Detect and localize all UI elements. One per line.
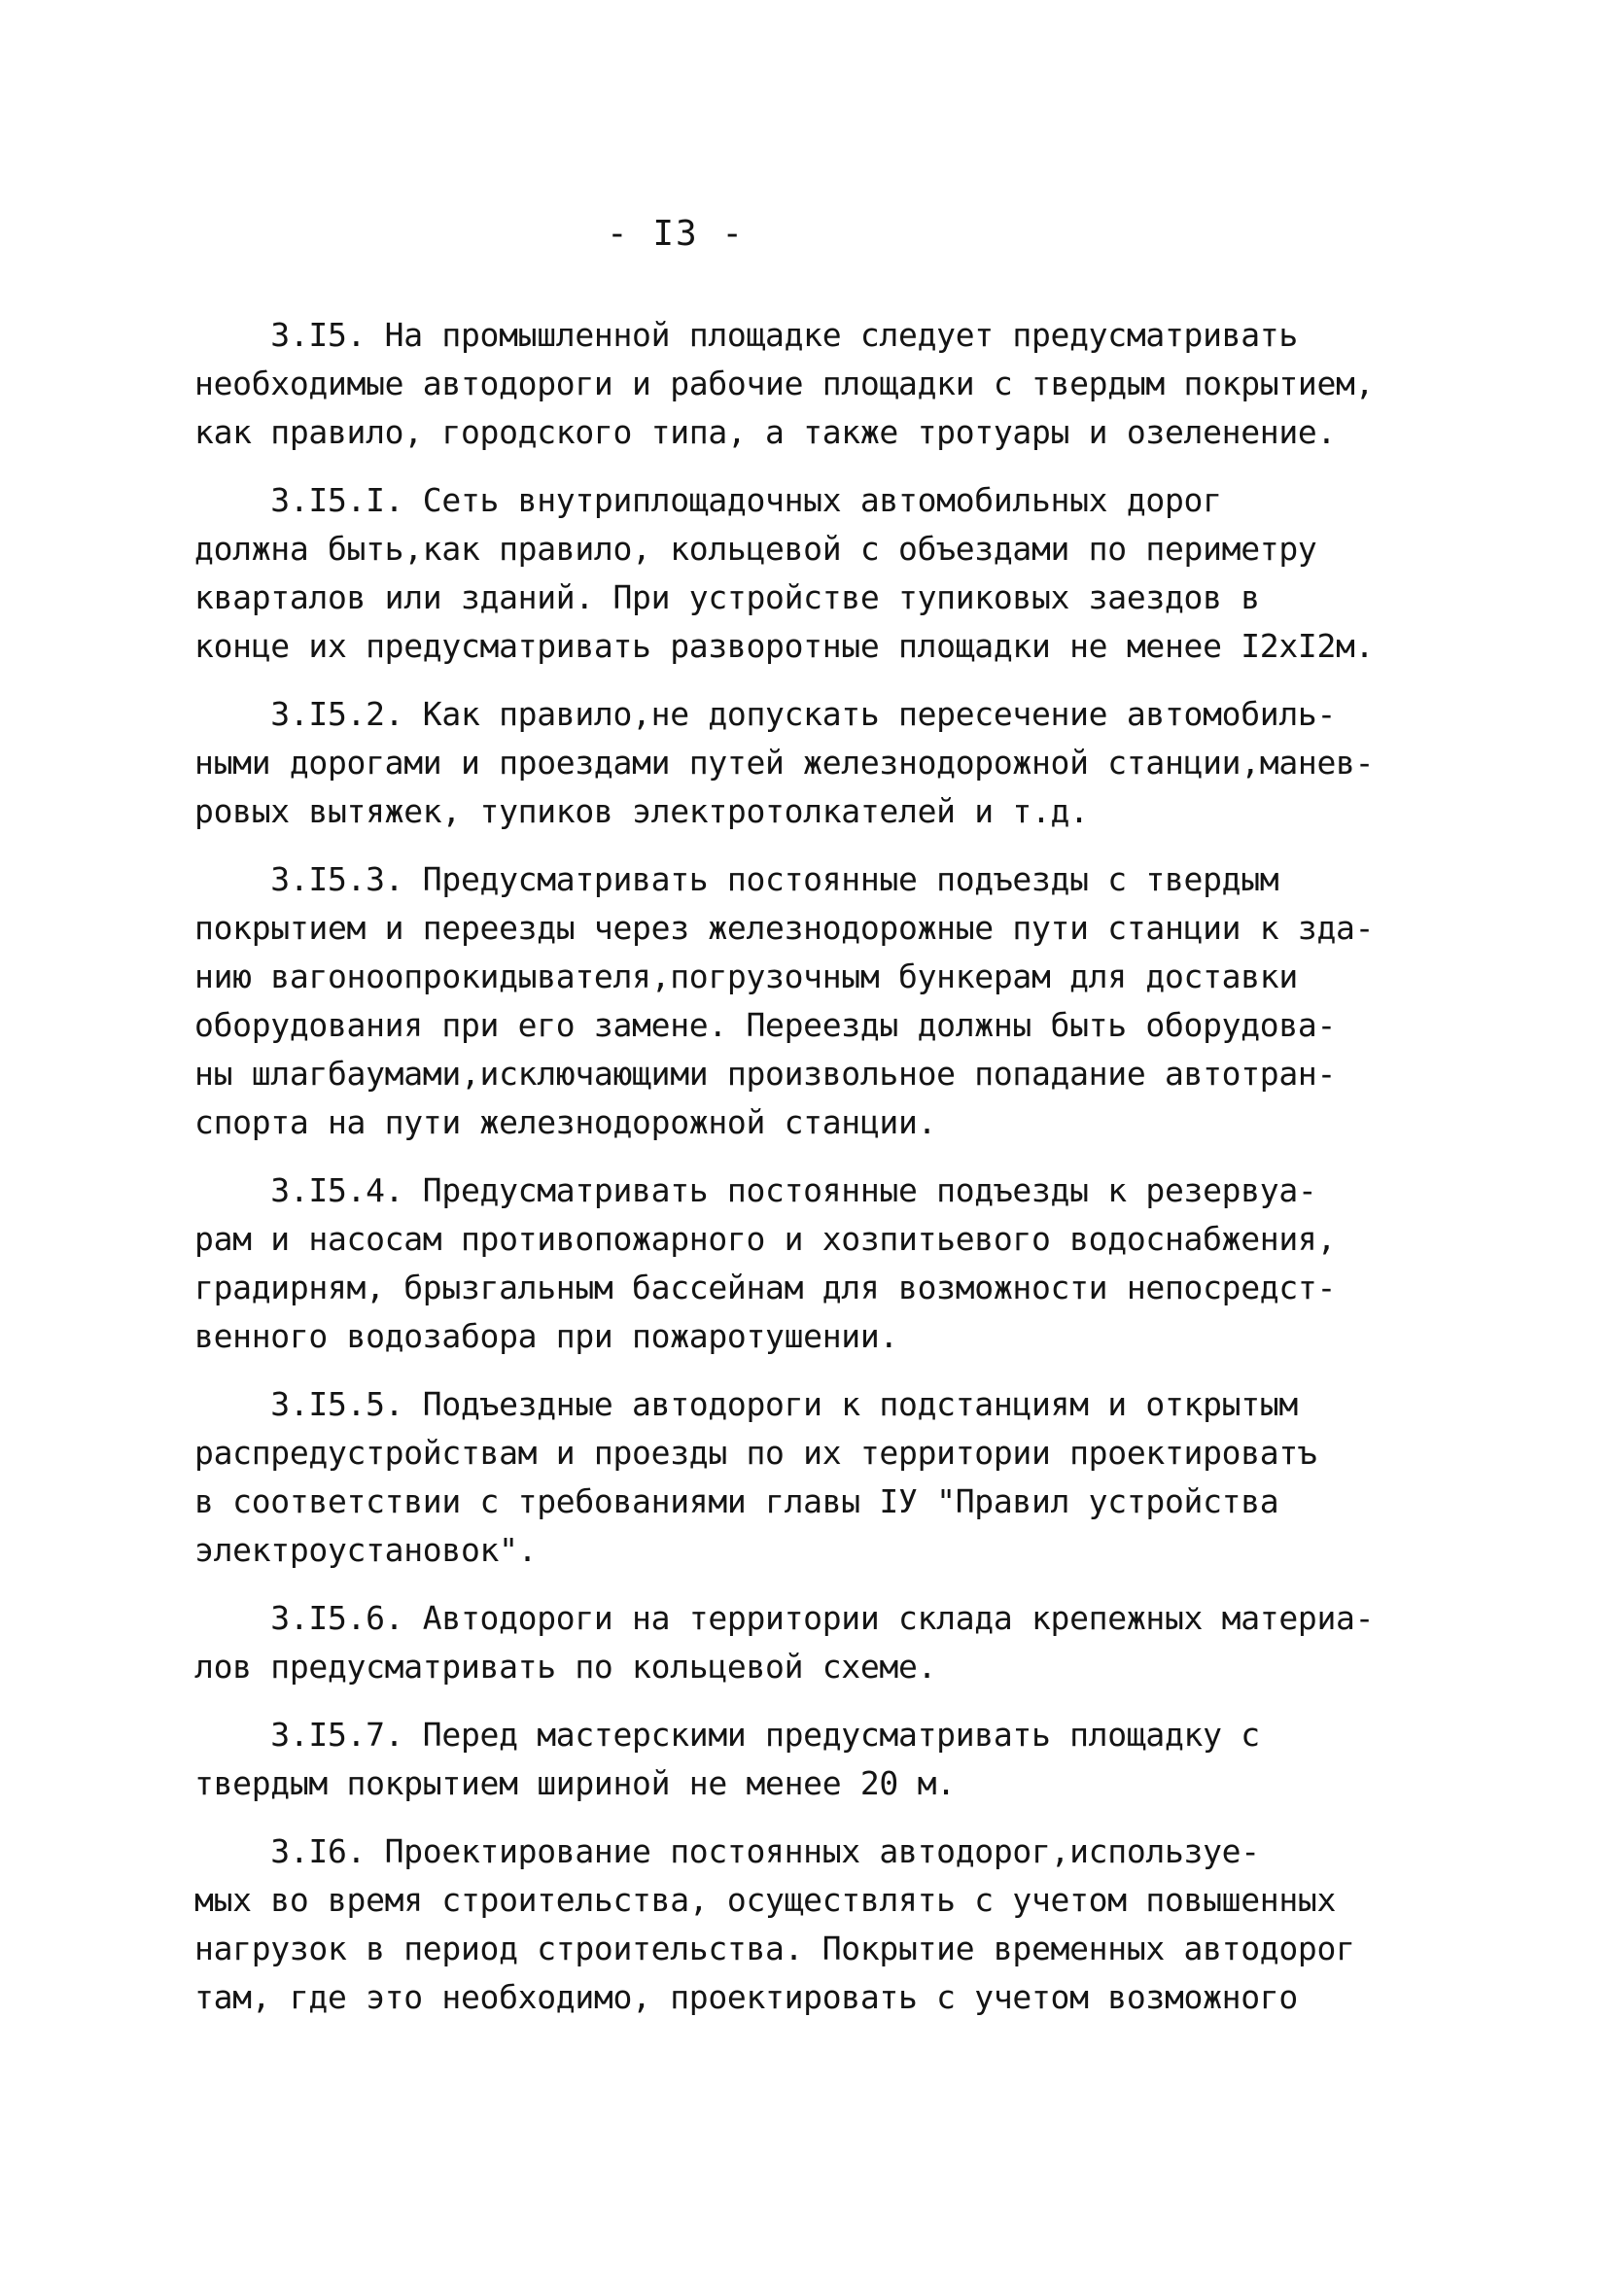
text-line: 3.I5.4. Предусматривать постоянные подъезды к резервуа- <box>194 1171 1317 1209</box>
paragraph-3-15-7 <box>194 1711 1410 1808</box>
text-line: венного водозабора при пожаротушении. <box>194 1317 899 1355</box>
text-line: нагрузок в период строительства. Покрытие временных автодорог <box>194 1930 1355 1967</box>
text-line: ными дорогами и проездами путей железнодорожной станции,манев- <box>194 744 1375 782</box>
paragraph-3-15-6 <box>194 1594 1410 1691</box>
paragraph-3-15-2 <box>194 690 1410 836</box>
text-line: 3.I5.3. Предусматривать постоянные подъезды с твердым <box>194 860 1279 898</box>
text-line: 3.I5.2. Как правило,не допускать пересечение автомобиль- <box>194 695 1337 733</box>
text-line: в соответствии с требованиями главы IУ "Правил устройства <box>194 1482 1279 1520</box>
text-line: кварталов или зданий. При устройстве тупиковых заездов в <box>194 578 1260 616</box>
page-number: - I3 - <box>606 214 746 254</box>
text-line: рам и насосам противопожарного и хозпитьевого водоснабжения, <box>194 1220 1337 1258</box>
text-line: покрытием и переезды через железнодорожные пути станции к зда- <box>194 909 1375 947</box>
text-line: градирням, брызгальным бассейнам для возможности непосредст- <box>194 1269 1337 1306</box>
text-line: 3.I5. На промышленной площадке следует предусматривать <box>194 316 1298 354</box>
text-line: нию вагоноопрокидывателя,погрузочным бункерам для доставки <box>194 957 1298 995</box>
text-line: твердым покрытием шириной не менее 20 м. <box>194 1764 956 1802</box>
text-line: 3.I5.I. Сеть внутриплощадочных автомобильных дорог <box>194 481 1222 519</box>
text-line: 3.I5.5. Подъездные автодороги к подстанциям и открытым <box>194 1385 1298 1423</box>
text-line: оборудования при его замене. Переезды должны быть оборудова- <box>194 1006 1337 1044</box>
text-line: распредустройствам и проезды по их территории проектироватъ <box>194 1434 1317 1472</box>
text-line: необходимые автодороги и рабочие площадки с твердым покрытием, <box>194 365 1375 402</box>
text-line: конце их предусматривать разворотные площадки не менее I2хI2м. <box>194 627 1375 665</box>
text-line: там, где это необходимо, проектировать с учетом возможного <box>194 1978 1298 2016</box>
paragraph-3-16 <box>194 1827 1410 2022</box>
paragraph-3-15-1 <box>194 476 1410 671</box>
text-line: спорта на пути железнодорожной станции. <box>194 1103 937 1141</box>
text-line: электроустановок". <box>194 1531 538 1569</box>
text-line: ровых вытяжек, тупиков электротолкателей и т.д. <box>194 792 1089 830</box>
text-line: лов предусматривать по кольцевой схеме. <box>194 1648 937 1686</box>
paragraph-3-15-5 <box>194 1380 1410 1575</box>
text-line: должна быть,как правило, кольцевой с объездами по периметру <box>194 530 1317 568</box>
document-body <box>194 311 1410 2041</box>
text-line: 3.I6. Проектирование постоянных автодорог,используе- <box>194 1832 1260 1870</box>
text-line: 3.I5.7. Перед мастерскими предусматривать площадку с <box>194 1716 1260 1754</box>
paragraph-3-15-4 <box>194 1166 1410 1361</box>
paragraph-3-15-3 <box>194 855 1410 1147</box>
text-line: как правило, городского типа, а также тротуары и озеленение. <box>194 413 1337 451</box>
paragraph-3-15 <box>194 311 1410 457</box>
text-line: ны шлагбаумами,исключающими произвольное попадание автотран- <box>194 1055 1337 1093</box>
text-line: 3.I5.6. Автодороги на территории склада крепежных материа- <box>194 1599 1375 1637</box>
text-line: мых во время строительства, осуществлять с учетом повышенных <box>194 1881 1337 1919</box>
